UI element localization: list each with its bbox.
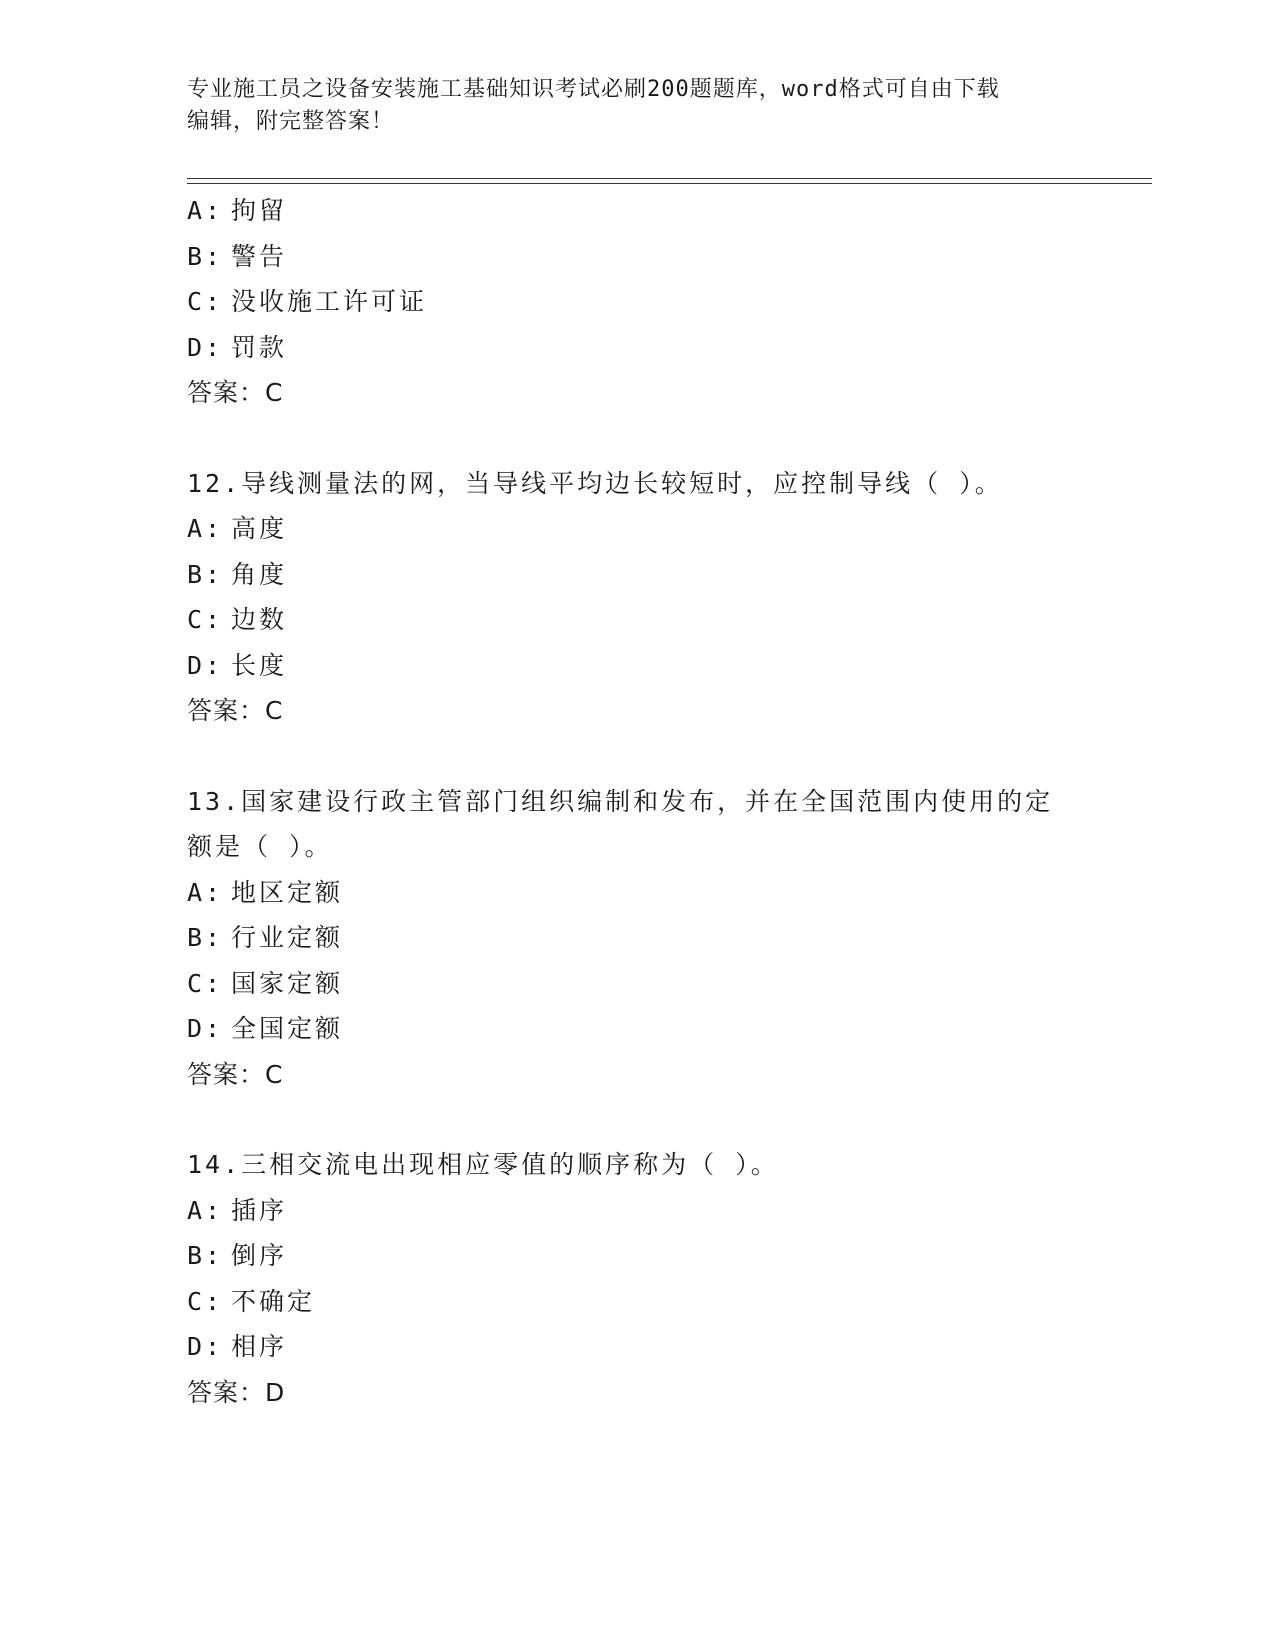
option-d: D: 全国定额 <box>187 1014 344 1043</box>
question-13-block <box>187 779 1147 1098</box>
option-a: A: 地区定额 <box>187 877 344 907</box>
question-stem: 14.三相交流电出现相应零值的顺序称为（ ）。 <box>187 1150 779 1179</box>
header-divider-bottom <box>187 183 1152 184</box>
option-a: A: 高度 <box>187 514 288 543</box>
question-14-block <box>187 1142 1147 1415</box>
option-a: A: 拘留 <box>187 196 288 225</box>
question-list <box>187 188 1147 1415</box>
answer-line: 答案：C <box>187 378 284 407</box>
option-c: C: 不确定 <box>187 1286 316 1316</box>
option-b: B: 倒序 <box>187 1241 288 1270</box>
spacer <box>187 1097 1147 1142</box>
question-stem: 12.导线测量法的网，当导线平均边长较短时，应控制导线（ ）。 <box>187 468 1003 498</box>
option-d: D: 相序 <box>187 1332 288 1361</box>
spacer <box>187 734 1147 779</box>
answer-line: 答案：C <box>187 1059 284 1089</box>
option-b: B: 行业定额 <box>187 923 344 952</box>
option-b: B: 警告 <box>187 241 288 271</box>
question-stem: 13.国家建设行政主管部门组织编制和发布，并在全国范围内使用的定 <box>187 786 1054 816</box>
option-b: B: 角度 <box>187 559 288 589</box>
option-d: D: 罚款 <box>187 332 288 362</box>
answer-line: 答案：D <box>187 1377 286 1407</box>
question-12-block <box>187 461 1147 734</box>
option-c: C: 国家定额 <box>187 968 344 998</box>
question-11-block <box>187 188 1147 416</box>
spacer <box>187 416 1147 461</box>
question-stem-continued: 额是（ ）。 <box>187 832 333 861</box>
answer-line: 答案：C <box>187 696 284 725</box>
document-header <box>187 74 1087 138</box>
header-divider-top <box>187 178 1152 179</box>
option-a: A: 插序 <box>187 1195 288 1225</box>
option-c: C: 边数 <box>187 605 288 634</box>
option-c: C: 没收施工许可证 <box>187 287 428 316</box>
option-d: D: 长度 <box>187 650 288 680</box>
header-title-line-1: 专业施工员之设备安装施工基础知识考试必刷200题题库，word格式可自由下载 <box>187 77 1000 102</box>
header-title-line-2: 编辑，附完整答案！ <box>187 109 395 134</box>
